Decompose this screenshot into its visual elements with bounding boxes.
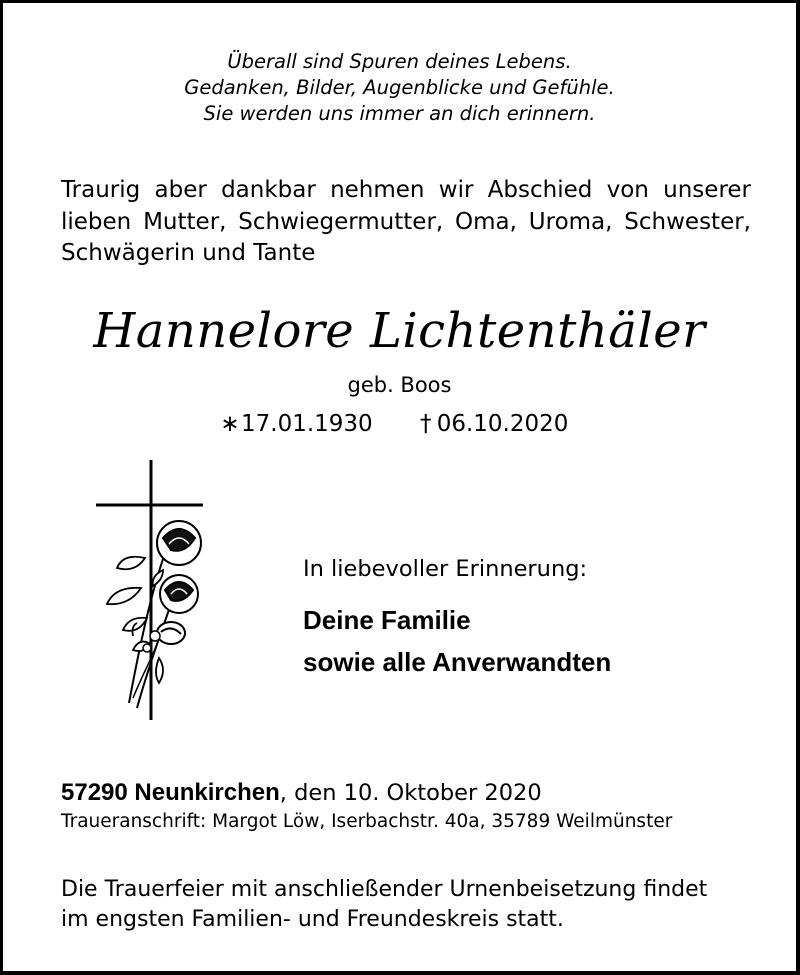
place: 57290 Neunkirchen xyxy=(61,779,280,806)
ceremony-line: Die Trauerfeier mit anschließender Urnenbeisetzung findet xyxy=(61,877,708,902)
farewell-text xyxy=(61,175,751,270)
death-cross-icon: † xyxy=(419,411,432,437)
farewell-line: Schwägerin und Tante xyxy=(61,240,316,266)
place-date-line xyxy=(61,779,542,807)
ceremony-line: im engsten Familien- und Freundeskreis statt. xyxy=(61,907,564,932)
mourners-family: Deine Familie xyxy=(303,605,471,635)
poem-line: Überall sind Spuren deines Lebens. xyxy=(227,50,572,73)
birth-name: geb. Boos xyxy=(347,373,452,397)
poem-line: Sie werden uns immer an dich erinnern. xyxy=(203,102,596,125)
ceremony-info xyxy=(61,875,707,935)
birth-date: 17.01.1930 xyxy=(241,411,373,437)
poem-line: Gedanken, Bilder, Augenblicke und Gefühle. xyxy=(184,76,615,99)
mourners-relatives: sowie alle Anverwandten xyxy=(303,647,612,677)
mourning-address: Traueranschrift: Margot Löw, Iserbachstr. 40a, 35789 Weilmünster xyxy=(61,811,673,832)
memory-line: In liebevoller Erinnerung: xyxy=(303,556,588,582)
deceased-name: Hannelore Lichtenthäler xyxy=(93,303,706,359)
memorial-poem xyxy=(3,49,796,127)
farewell-line: Traurig aber dankbar nehmen wir Abschied von unserer xyxy=(61,177,751,203)
mourners xyxy=(303,599,611,683)
life-dates xyxy=(219,411,568,437)
birth-star-icon: ∗ xyxy=(220,411,240,437)
cross-with-roses-icon xyxy=(93,458,213,723)
death-date: 06.10.2020 xyxy=(436,411,569,437)
farewell-line: lieben Mutter, Schwiegermutter, Oma, Uroma, Schwester, xyxy=(61,208,751,235)
notice-date: , den 10. Oktober 2020 xyxy=(279,780,542,806)
